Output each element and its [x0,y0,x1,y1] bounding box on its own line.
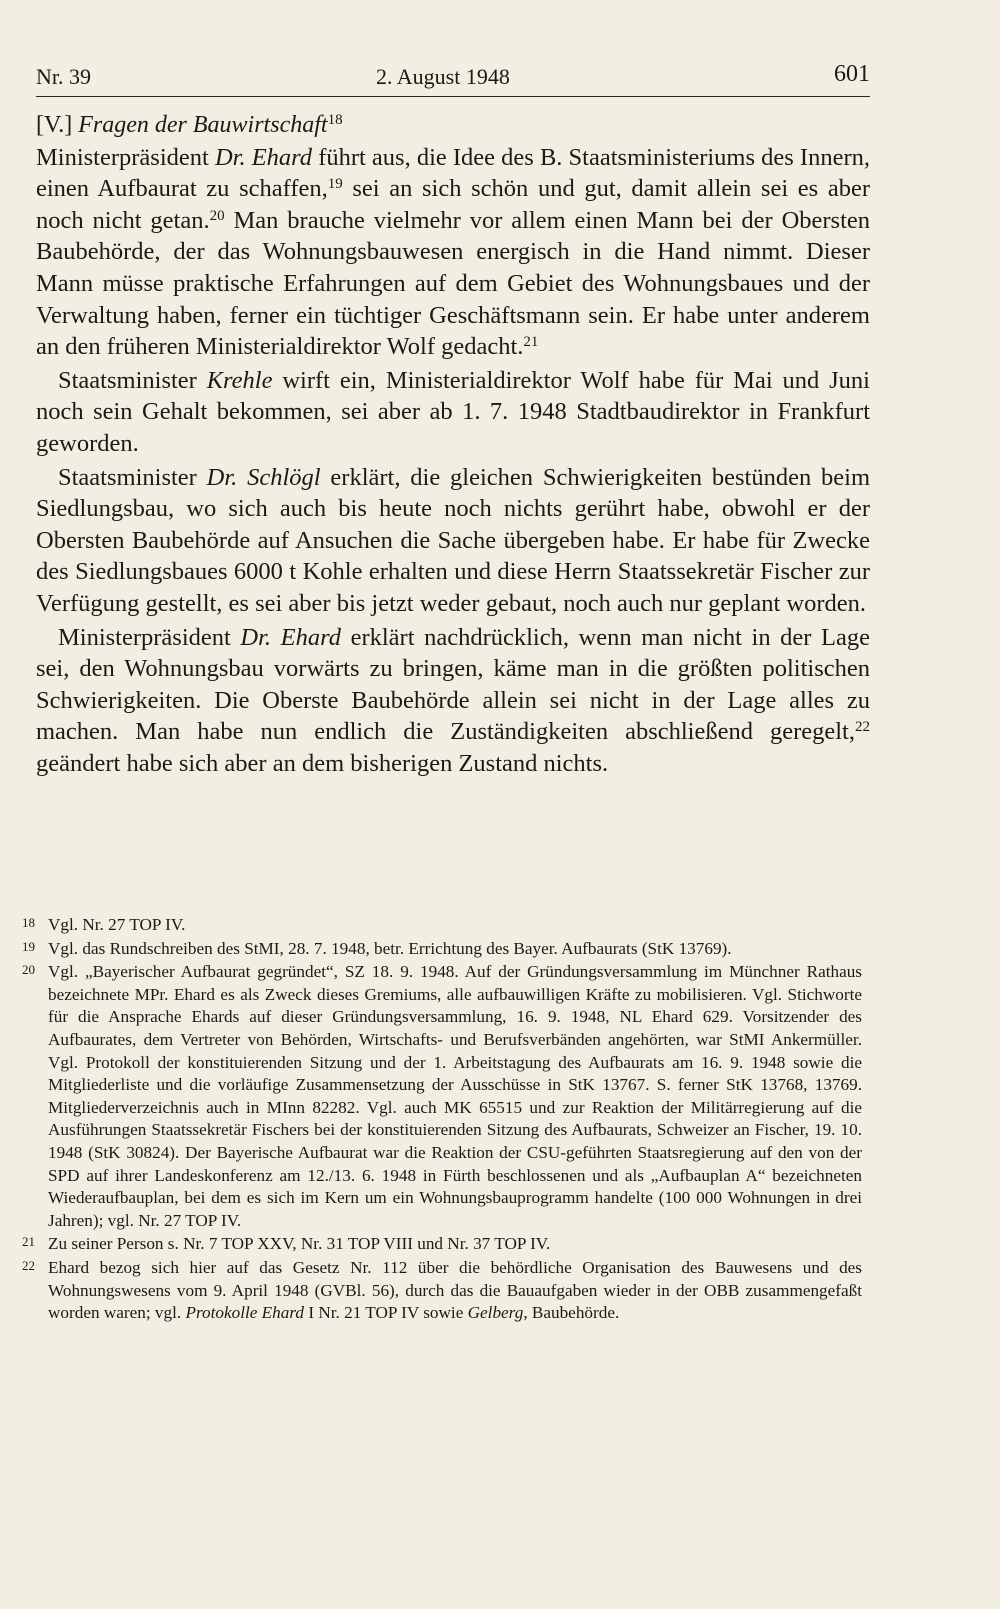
footnote [22,914,862,937]
footnote-number: 22 [22,1257,35,1273]
section-heading [36,110,870,142]
speaker-name: Krehle [206,366,273,394]
page-number: 601 [834,61,870,87]
footnote [22,938,862,961]
speaker-name: Dr. Ehard [214,143,313,171]
citation-title: Protokolle Ehard [185,1303,305,1323]
footnote-text: , Baubehörde. [523,1303,620,1323]
citation-author: Gelberg [467,1303,524,1323]
text-run: sei an sich schön und gut, damit allein sei es aber noch nicht getan. [36,175,870,234]
footnote-number: 18 [22,915,35,930]
header-date: 2. August 1948 [376,64,510,89]
section-title: Fragen der Bauwirtschaft [78,112,328,138]
footnote [22,1233,862,1256]
footnote-text: Vgl. „Bayerischer Aufbaurat gegründet“, SZ 18. 9. 1948. Auf der Gründungsversammlung im Münchner Rathaus bezeichnete MPr. Ehard es als Zweck dieses Gremiums, alle aufbauwilligen Kräfte zu mobilisieren. Vgl. Stichworte für die Ansprache Ehards auf dieser Gründungsversammlung, 16. 9. 1948, NL Ehard 629. Vorsitzender des Aufbaurates, dem Vertreter von Behörden, Wirtschafts- und Berufsverbänden angehörten, war StMI Ankermüller. Vgl. Protokoll der konstituierenden Sitzung und der 1. Arbeitstagung des Aufbaurats am 16. 9. 1948 sowie die Mitgliederliste und die vorläufige Zusammensetzung der Ausschüsse in StK 13767. S. ferner StK 13768, 13769. Mitgliederverzeichnis auch in MInn 82282. Vgl. auch MK 65515 und zur Reaktion der Militärregierung auf die Ausführungen Staatssekretär Fischers bei der konstituierenden Sitzung des Aufbaurats, Schweizer an Fischer, 19. 10. 1948 (StK 30824). Der Bayerische Aufbaurat war die Reaktion der CSU-geführten Staatsregierung auf den von der SPD auf ihrer Landeskonferenz am 12./13. 6. 1948 in Fürth beschlossenen und als „Aufbauplan A“ bezeichneten Wiederaufbauplan, bei dem es sich im Kern um ein Wohnungsbauprogramm handelte (100 000 Wohnungen in drei Jahren); vgl. Nr. 27 TOP IV. [48,962,862,1230]
text-run: erklärt, die gleichen Schwierigkeiten bestünden beim Siedlungsbau, wo sich auch bis heute noch nichts gerührt habe, obwohl er der Obersten Baubehörde auf Ansuchen die Sache übergeben habe. Er habe für Zwecke des Siedlungsbaues 6000 t Kohle erhalten und diese Herrn Staatssekretär Fischer zur Verfügung gestellt, es sei aber bis jetzt weder gebaut, noch auch nur geplant worden. [36,463,870,617]
footnote-text: Zu seiner Person s. Nr. 7 TOP XXV, Nr. 31 TOP VIII und Nr. 37 TOP IV. [48,1234,551,1254]
footnotes [22,914,862,1326]
paragraph [36,142,870,363]
footnote-number: 19 [22,938,35,954]
footnote-text: Ehard bezog sich hier auf das Gesetz Nr. 112 über die behördliche Organisation des Bauwesens und des Wohnungswesens vom 9. April 1948 (GVBl. 56), durch das die Bauaufgaben wieder in der OBB zusammengefaßt worden waren; vgl. [48,1257,862,1323]
text-run: Staatsminister [58,366,207,394]
main-text [36,110,870,779]
paragraph [36,622,870,780]
running-head [36,56,870,97]
footnote [22,1257,862,1325]
document-number: Nr. 39 [36,64,91,89]
text-run: Ministerpräsident [36,143,215,171]
speaker-name: Dr. Ehard [240,623,341,651]
text-run: Staatsminister [58,463,207,491]
section-marker: [V.] [36,112,73,138]
text-run: führt aus, die Idee des B. Staatsministeriums des Innern, einen Aufbaurat zu schaffen, [36,143,870,203]
footnote-number: 21 [22,1234,35,1250]
footnote [22,961,862,1232]
text-run: erklärt nachdrücklich, wenn man nicht in der Lage sei, den Wohnungsbau vorwärts zu bringen, käme man in die größten politischen Schwierigkeiten. Die Oberste Baubehörde allein sei nicht in der Lage alles zu machen. Man habe nun endlich die Zuständigkeiten abschließend geregelt, [36,623,870,746]
footnote-ref: 20 [209,207,225,224]
footnote-text: Vgl. das Rundschreiben des StMI, 28. 7. 1948, betr. Errichtung des Bayer. Aufbaurats (StK 13769). [48,938,732,958]
paragraph [36,365,870,460]
speaker-name: Dr. Schlögl [206,463,321,491]
footnote-text: Vgl. Nr. 27 TOP IV. [48,915,186,934]
footnote-ref: 19 [327,176,343,193]
footnote-text: I Nr. 21 TOP IV sowie [304,1303,468,1323]
text-run: Ministerpräsident [58,623,241,651]
text-run: geändert habe sich aber an dem bisherigen Zustand nichts. [36,749,609,777]
footnote-ref: 21 [523,334,539,351]
text-run: Man brauche vielmehr vor allem einen Mann bei der Obersten Baubehörde, der das Wohnungsbauwesen energisch in die Hand nimmt. Dieser Mann müsse praktische Erfahrungen auf dem Gebiet des Wohnungsbaues und der Verwaltung haben, ferner ein tüchtiger Geschäftsmann sein. Er habe unter anderem an den früheren Ministerialdirektor Wolf gedacht. [36,206,871,361]
footnote-number: 20 [22,962,35,978]
paragraph [36,462,870,620]
footnote-ref: 22 [855,719,870,736]
footnote-ref: 18 [327,112,343,128]
text-run: wirft ein, Ministerialdirektor Wolf habe für Mai und Juni noch sein Gehalt bekommen, sei aber ab 1. 7. 1948 Stadtbaudirektor in Frankfurt geworden. [36,366,870,457]
